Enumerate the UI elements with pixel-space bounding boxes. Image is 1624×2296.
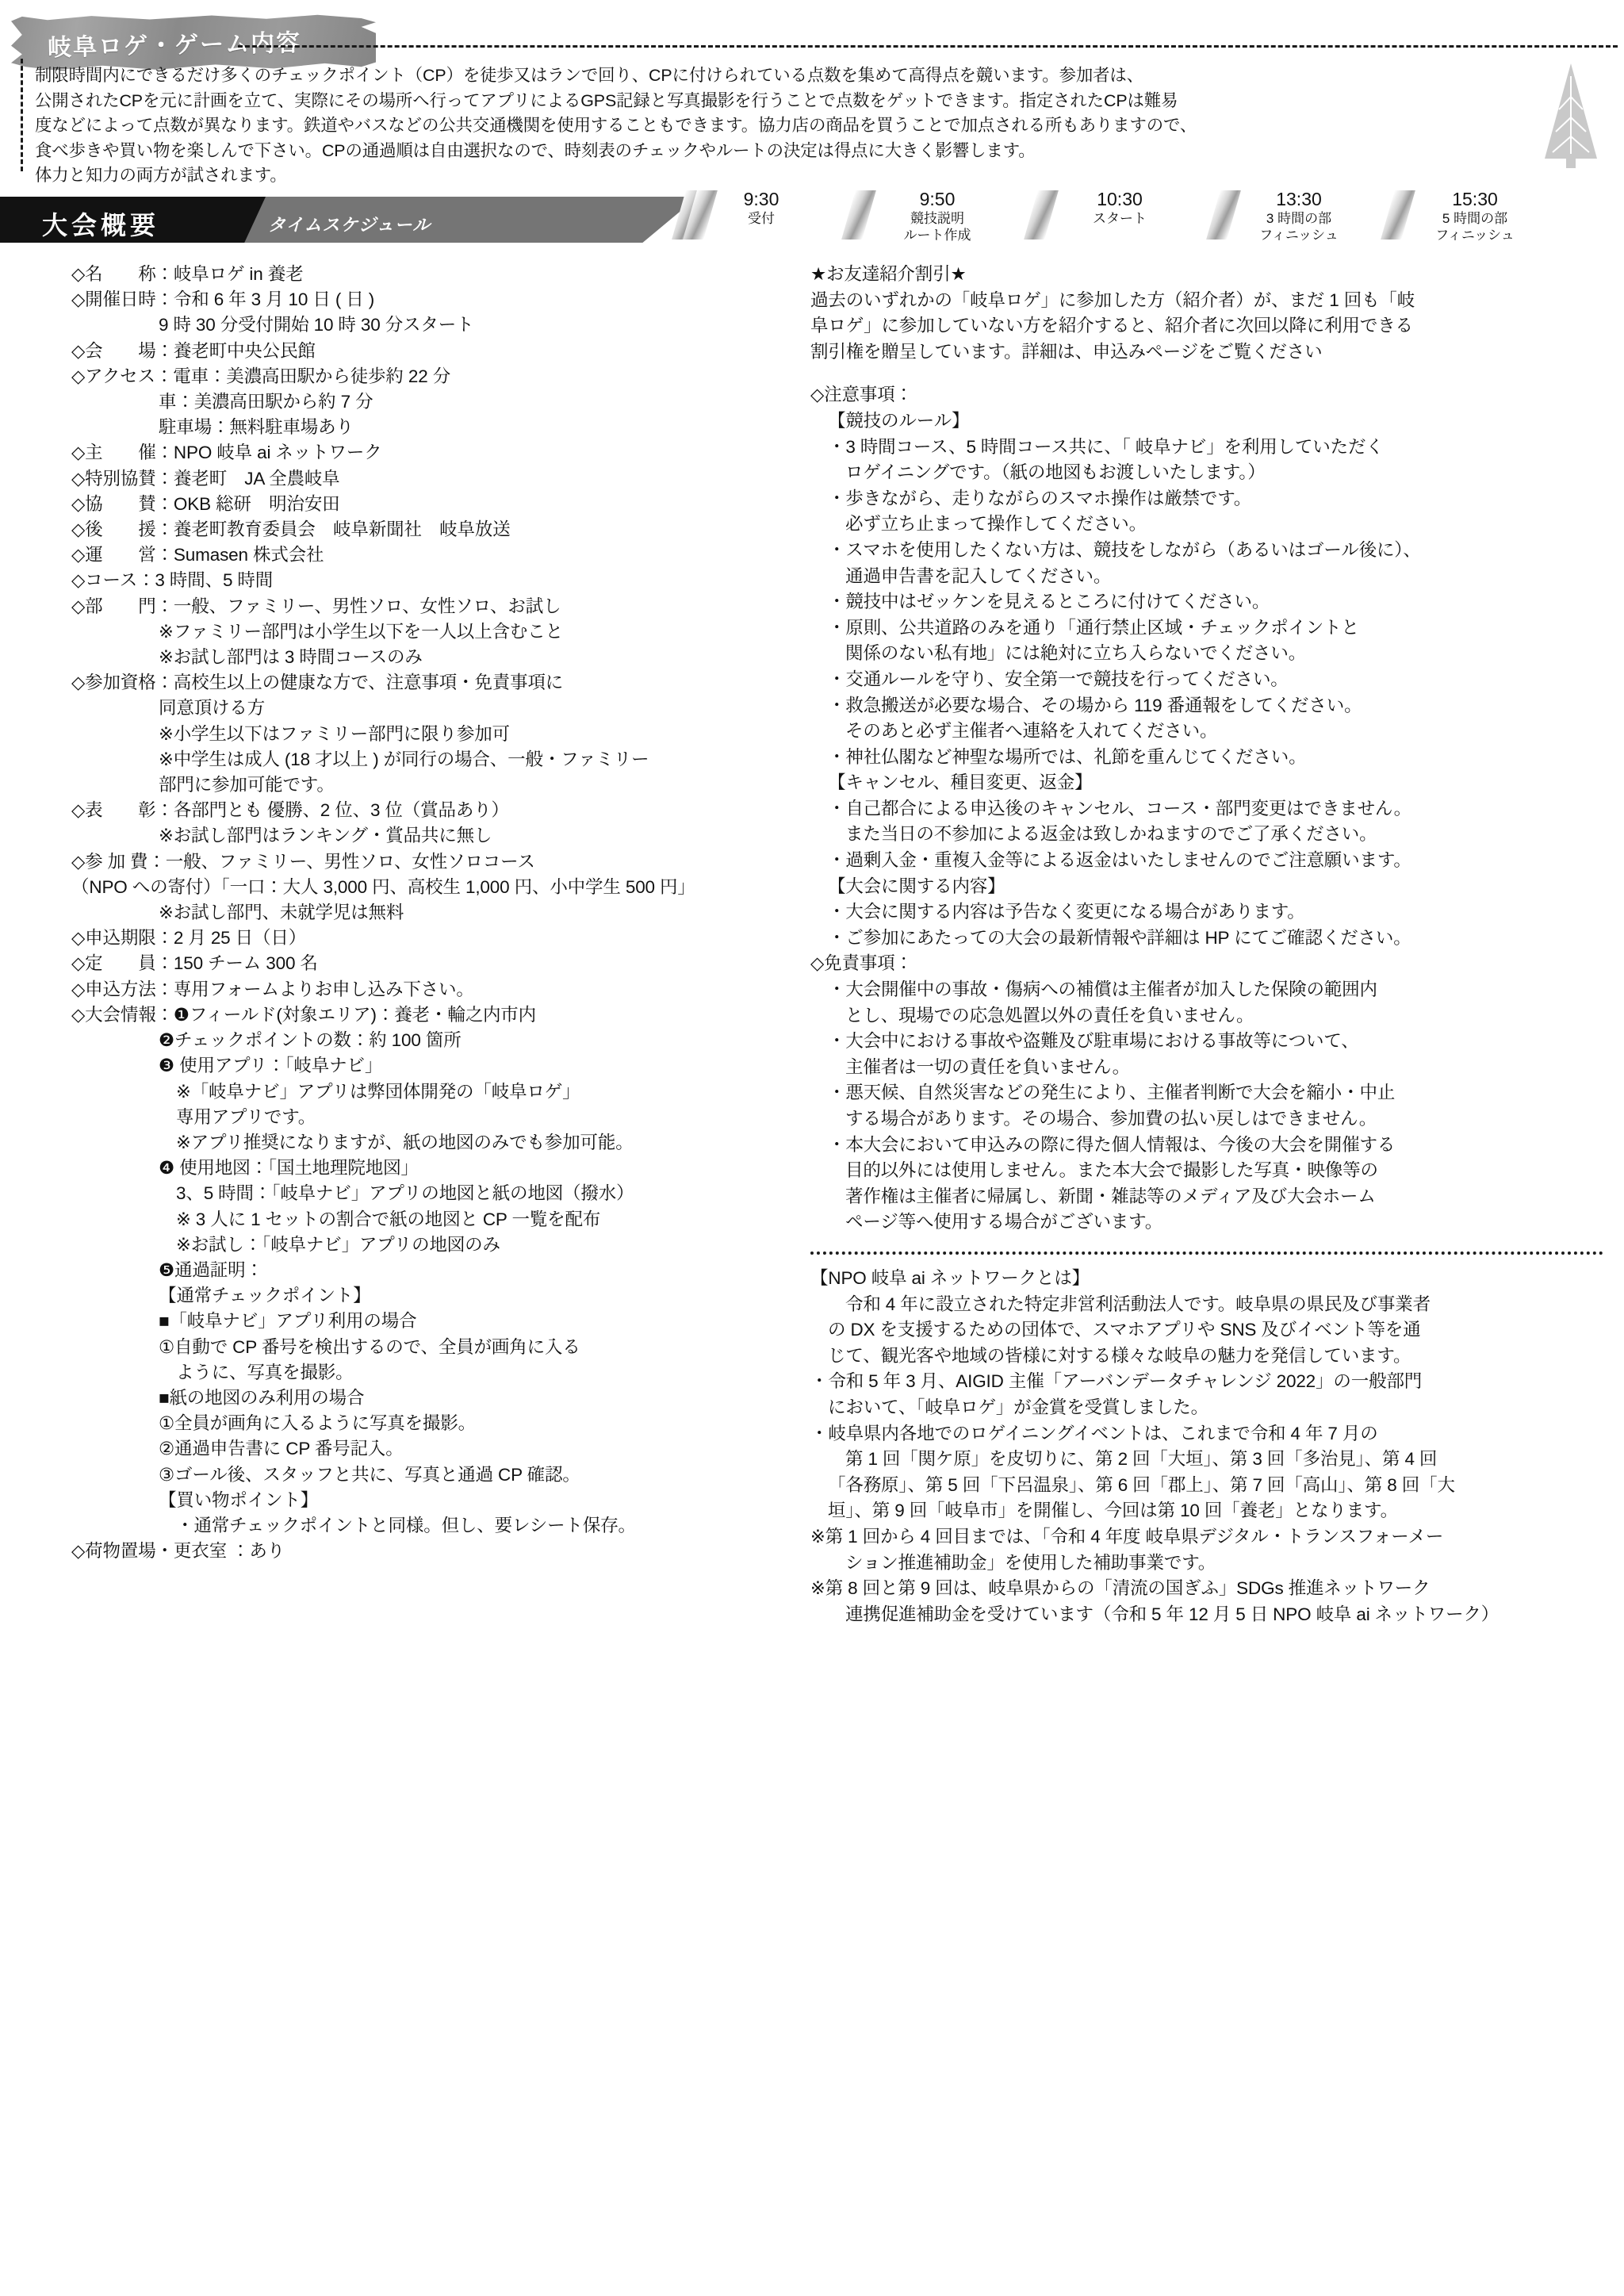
npo-item: の DX を支援するための団体で、スマホアプリや SNS 及びイベント等を通 — [828, 1320, 1421, 1340]
event-detail-line: ◇参 加 費：一般、ファミリー、男性ソロ、女性ソロコース — [71, 851, 535, 872]
notes-heading: ◇注意事項： — [810, 385, 913, 405]
rule-item: ・交通ルールを守り、安全第一で競技を行ってください。 — [828, 669, 1289, 689]
npo-item: 垣」、第 9 回「岐阜市」を開催し、今回は第 10 回「養老」となります。 — [828, 1501, 1398, 1521]
disclaimer-item: ページ等へ使用する場合がございます。 — [845, 1212, 1163, 1232]
event-detail-line: ◇申込方法：専用フォームよりお申し込み下さい。 — [71, 979, 474, 999]
disclaimer-item: 主催者は一切の責任を負いません。 — [845, 1056, 1130, 1077]
event-detail-line: ※ 3 人に 1 セットの割合で紙の地図と CP 一覧を配布 — [176, 1209, 601, 1229]
rule-item: ・原則、公共道路のみを通り「通行禁止区域・チェックポイントと — [828, 617, 1359, 638]
disclaimer-list — [810, 977, 1603, 1236]
rules-and-notes-column — [810, 262, 1603, 1627]
schedule-title: タイムスケジュール — [268, 215, 431, 235]
npo-description-list — [810, 1292, 1603, 1628]
rule-item: 通過申告書を記入してください。 — [845, 565, 1112, 586]
event-detail-line: ◇名 称：岐阜ロゲ in 養老 — [71, 264, 304, 284]
disclaimer-item: 著作権は主催者に帰属し、新聞・雑誌等のメディア及び大会ホーム — [845, 1186, 1376, 1206]
rule-item: 必ず立ち止まって操作してください。 — [845, 514, 1147, 535]
event-detail-line: （NPO への寄付）「一口：大人 3,000 円、高校生 1,000 円、小中学生 500 円」 — [71, 876, 695, 897]
event-detail-line: ※お試し：「岐阜ナビ」アプリの地図のみ — [176, 1234, 500, 1255]
rule-item: そのあと必ず主催者へ連絡を入れてください。 — [845, 721, 1218, 742]
npo-item: 連携促進補助金を受けています（令和 5 年 12 月 5 日 NPO 岐阜 ai ネットワーク） — [845, 1604, 1500, 1624]
event-detail-line: 専用アプリです。 — [176, 1106, 316, 1127]
intro-line: 公開されたCPを元に計画を立て、実際にその場所へ行ってアプリによるGPS記録と写真撮影を行うことで点数をゲットできます。指定されたCPは難易 — [35, 90, 1178, 110]
disclaimer-item: ・悪天候、自然災害などの発生により、主催者判断で大会を縮小・中止 — [828, 1083, 1396, 1103]
dotted-separator — [810, 1251, 1603, 1255]
timeline-item-reception — [690, 189, 833, 227]
event-detail-line: ◇会 場：養老町中央公民館 — [71, 340, 316, 361]
timeline-time: 9:30 — [743, 189, 779, 209]
event-detail-line: ◇荷物置場・更衣室 ：あり — [71, 1541, 285, 1562]
event-detail-line: ②通過申告書に CP 番号記入。 — [159, 1439, 404, 1459]
friend-discount-line: 割引権を贈呈しています。詳細は、申込みページをご覧ください — [810, 341, 1323, 362]
event-detail-line: ◇運 営：Sumasen 株式会社 — [71, 545, 324, 565]
disclaimer-item: する場合があります。その場合、参加費の払い戻しはできません。 — [845, 1109, 1377, 1129]
friend-discount-heading: ★お友達紹介割引★ — [810, 264, 967, 284]
rule-item: ・歩きながら、走りながらのスマホ操作は厳禁です。 — [828, 488, 1252, 508]
disclaimer-item: 目的以外には使用しません。また本大会で撮影した写真・映像等の — [845, 1160, 1378, 1181]
event-detail-line: ◇特別協賛：養老町 JA 全農岐阜 — [71, 468, 340, 489]
event-detail-line: ①全員が画角に入るように写真を撮影。 — [159, 1413, 476, 1434]
npo-item: ※第 8 回と第 9 回は、岐阜県からの「清流の国ぎふ」SDGs 推進ネットワーク — [810, 1578, 1431, 1599]
cancel-heading: 【キャンセル、種目変更、返金】 — [828, 772, 1093, 793]
npo-item: 令和 4 年に設立された特定非営利活動法人です。岐阜県の県民及び事業者 — [845, 1294, 1431, 1314]
friend-discount-line: 阜ロゲ」に参加していない方を紹介すると、紹介者に次回以降に利用できる — [810, 316, 1413, 336]
event-detail-line: ※ファミリー部門は小学生以下を一人以上含むこと — [159, 621, 563, 642]
event-info-heading: 【大会に関する内容】 — [828, 876, 1005, 896]
event-detail-line: ※アプリ推奨になりますが、紙の地図のみでも参加可能。 — [176, 1132, 634, 1152]
event-detail-line: 9 時 30 分受付開始 10 時 30 分スタート — [159, 315, 474, 335]
event-detail-line: ◇申込期限：2 月 25 日（日） — [71, 928, 307, 949]
ribbon-dashed-rule — [238, 45, 1618, 48]
timeline-desc-2: ルート作成 — [903, 228, 971, 243]
timeline-desc: 受付 — [748, 211, 775, 226]
npo-item: ※第 1 回から 4 回目までは、「令和 4 年度 岐阜県デジタル・トランスフォーメー — [810, 1526, 1444, 1547]
event-detail-line: 車：美濃高田駅から約 7 分 — [159, 392, 373, 412]
timeline-item-briefing — [866, 189, 1009, 243]
event-detail-line: ※お試し部門はランキング・賞品共に無し — [159, 826, 492, 846]
rule-item: ロゲイニングです。（紙の地図もお渡しいたします。） — [845, 462, 1266, 483]
event-detail-line: ◇協 賛：OKB 総研 明治安田 — [71, 493, 340, 514]
event-detail-line: ※「岐阜ナビ」アプリは弊団体開発の「岐阜ロゲ」 — [176, 1081, 580, 1102]
timeline-desc: 競技説明 — [910, 211, 964, 226]
intro-line: 制限時間内にできるだけ多くのチェックポイント（CP）を徒歩又はランで回り、CPに付けられている点数を集めて高得点を競います。参加者は、 — [35, 66, 1143, 85]
disclaimer-item: ・本大会において申込みの際に得た個人情報は、今後の大会を開催する — [828, 1134, 1396, 1155]
timeline-time: 10:30 — [1097, 189, 1143, 209]
event-info-list — [810, 899, 1603, 951]
rule-item: ・スマホを使用したくない方は、競技をしながら（あるいはゴール後に）、 — [828, 539, 1421, 560]
event-detail-line: ❺通過証明： — [159, 1259, 263, 1280]
npo-item: ・令和 5 年 3 月、AIGID 主催「アーバンデータチャレンジ 2022」の一般部門 — [810, 1371, 1423, 1392]
event-detail-line: ◇後 援：養老町教育委員会 岐阜新聞社 岐阜放送 — [71, 519, 511, 540]
timeline-time: 15:30 — [1452, 189, 1498, 209]
disclaimer-item: ・大会中における事故や盗難及び駐車場における事故等について、 — [828, 1031, 1359, 1052]
npo-item: 「各務原」、第 5 回「下呂温泉」、第 6 回「郡上」、第 7 回「高山」、第 8 回「大 — [828, 1474, 1455, 1495]
cancel-list — [810, 796, 1603, 874]
intro-dashed-bracket — [21, 59, 23, 171]
event-detail-line: 【通常チェックポイント】 — [159, 1286, 371, 1306]
event-detail-line: ◇参加資格：高校生以上の健康な方で、注意事項・免責事項に — [71, 673, 564, 693]
rule-item: 関係のない私有地」には絶対に立ち入らないでください。 — [845, 643, 1307, 664]
disclaimer-heading: ◇免責事項： — [810, 953, 913, 974]
event-detail-line: ◇表 彰：各部門とも 優勝、2 位、3 位（賞品あり） — [71, 800, 509, 821]
timeline-desc-2: フィニッシュ — [1435, 228, 1515, 243]
npo-item: 第 1 回「関ケ原」を皮切りに、第 2 回「大垣」、第 3 回「多治見」、第 4 回 — [845, 1449, 1438, 1470]
event-detail-line: ※お試し部門は 3 時間コースのみ — [159, 647, 423, 668]
rule-item: ・競技中はゼッケンを見えるところに付けてください。 — [828, 592, 1270, 612]
npo-item: じて、観光客や地域の皆様に対する様々な岐阜の魅力を発信しています。 — [828, 1345, 1411, 1366]
event-detail-line: ❹ 使用地図：「国土地理院地図」 — [159, 1158, 419, 1179]
timeline-time: 9:50 — [919, 189, 956, 209]
event-detail-line: ※中学生は成人 (18 才以上 ) が同行の場合、一般・ファミリー — [159, 749, 649, 769]
event-detail-line: ◇大会情報：❶フィールド(対象エリア)：養老・輪之内市内 — [71, 1004, 537, 1025]
npo-item: ション推進補助金」を使用した補助事業です。 — [845, 1552, 1216, 1573]
event-detail-line: ◇主 催：NPO 岐阜 ai ネットワーク — [71, 443, 382, 463]
cancel-item: ・自己都合による申込後のキャンセル、コース・部門変更はできません。 — [828, 798, 1411, 818]
event-detail-line: ■紙の地図のみ利用の場合 — [159, 1387, 365, 1408]
timeline-item-finish-5h — [1404, 189, 1546, 243]
rules-heading: 【競技のルール】 — [828, 410, 970, 431]
event-detail-line: ◇開催日時：令和 6 年 3 月 10 日 ( 日 ) — [71, 289, 375, 310]
rule-item: ・救急搬送が必要な場合、その場から 119 番通報をしてください。 — [828, 695, 1362, 715]
event-detail-line: 3、5 時間：「岐阜ナビ」アプリの地図と紙の地図（撥水） — [176, 1183, 634, 1204]
timeline-item-finish-3h — [1228, 189, 1370, 243]
event-detail-line: ◇コース：3 時間、5 時間 — [71, 570, 274, 591]
event-detail-line: ■「岐阜ナビ」アプリ利用の場合 — [159, 1311, 417, 1332]
disclaimer-item: とし、現場での応急処置以外の責任を負いません。 — [845, 1005, 1254, 1025]
event-detail-line: ・通常チェックポイントと同様。但し、要レシート保存。 — [176, 1515, 636, 1535]
intro-line: 度などによって点数が異なります。鉄道やバスなどの公共交通機関を使用することもできます。協力店の商品を買うことで加点される所もありますので、 — [35, 116, 1197, 135]
timeline-desc: 3 時間の部 — [1266, 211, 1332, 226]
npo-item: において、「岐阜ロゲ」が金賞を受賞しました。 — [828, 1397, 1209, 1417]
event-details-column — [71, 262, 785, 1564]
event-detail-line: ※小学生以下はファミリー部門に限り参加可 — [159, 723, 510, 744]
event-detail-line: 同意頂ける方 — [159, 698, 266, 719]
event-detail-line: ❷チェックポイントの数：約 100 箇所 — [159, 1030, 462, 1051]
tree-icon — [1527, 59, 1614, 170]
event-detail-line: ※お試し部門、未就学児は無料 — [159, 903, 404, 923]
event-detail-line: 部門に参加可能です。 — [159, 775, 335, 795]
overview-title: 大会概要 — [42, 211, 160, 240]
timeline-desc-2: フィニッシュ — [1259, 228, 1339, 243]
timeline-time: 13:30 — [1276, 189, 1322, 209]
intro-paragraph — [35, 63, 1526, 189]
rules-list — [810, 435, 1603, 771]
rule-item: ・3 時間コース、5 時間コース共に、「 岐阜ナビ」を利用していただく — [828, 436, 1384, 457]
timeline-desc: スタート — [1093, 211, 1147, 226]
ribbon-title: 岐阜ロゲ・ゲーム内容 — [47, 29, 302, 62]
event-detail-line: 駐車場：無料駐車場あり — [159, 417, 354, 438]
timeline-desc: 5 時間の部 — [1442, 211, 1508, 226]
event-detail-line: ◇アクセス：電車：美濃高田駅から徒歩約 22 分 — [71, 366, 451, 386]
friend-discount-line: 過去のいずれかの「岐阜ロゲ」に参加した方（紹介者）が、まだ 1 回も「岐 — [810, 289, 1415, 310]
time-schedule — [690, 189, 1618, 249]
npo-item: ・岐阜県内各地でのロゲイニングイベントは、これまで令和 4 年 7 月の — [810, 1423, 1378, 1443]
main-content — [0, 262, 1624, 2292]
npo-heading: 【NPO 岐阜 ai ネットワークとは】 — [810, 1267, 1090, 1288]
intro-line: 体力と知力の両方が試されます。 — [35, 166, 287, 185]
cancel-item: また当日の不参加による返金は致しかねますのでご了承ください。 — [845, 824, 1377, 845]
event-detail-line: ①自動で CP 番号を検出するので、全員が画角に入る — [159, 1336, 580, 1357]
event-detail-line: ◇定 員：150 チーム 300 名 — [71, 953, 318, 974]
event-detail-line: 【買い物ポイント】 — [159, 1489, 319, 1510]
cancel-item: ・過剰入金・重複入金等による返金はいたしませんのでご注意願います。 — [828, 850, 1411, 871]
timeline-item-start — [1048, 189, 1191, 227]
spacer — [810, 365, 1603, 382]
event-detail-line: ③ゴール後、スタッフと共に、写真と通過 CP 確認。 — [159, 1464, 580, 1485]
event-detail-line: ◇部 門：一般、ファミリー、男性ソロ、女性ソロ、お試し — [71, 596, 561, 616]
event-info-item: ・大会に関する内容は予告なく変更になる場合があります。 — [828, 902, 1305, 922]
rule-item: ・神社仏閣など神聖な場所では、礼節を重んじてください。 — [828, 746, 1307, 767]
disclaimer-item: ・大会開催中の事故・傷病への補償は主催者が加入した保険の範囲内 — [828, 979, 1377, 1000]
event-detail-line: ように、写真を撮影。 — [176, 1362, 354, 1382]
event-detail-line: ❸ 使用アプリ：「岐阜ナビ」 — [159, 1056, 383, 1076]
event-info-item: ・ご参加にあたっての大会の最新情報や詳細は HP にてご確認ください。 — [828, 927, 1411, 948]
intro-line: 食べ歩きや買い物を楽しんで下さい。CPの通過順は自由選択なので、時刻表のチェックやルートの決定は得点に大きく影響します。 — [35, 140, 1036, 160]
